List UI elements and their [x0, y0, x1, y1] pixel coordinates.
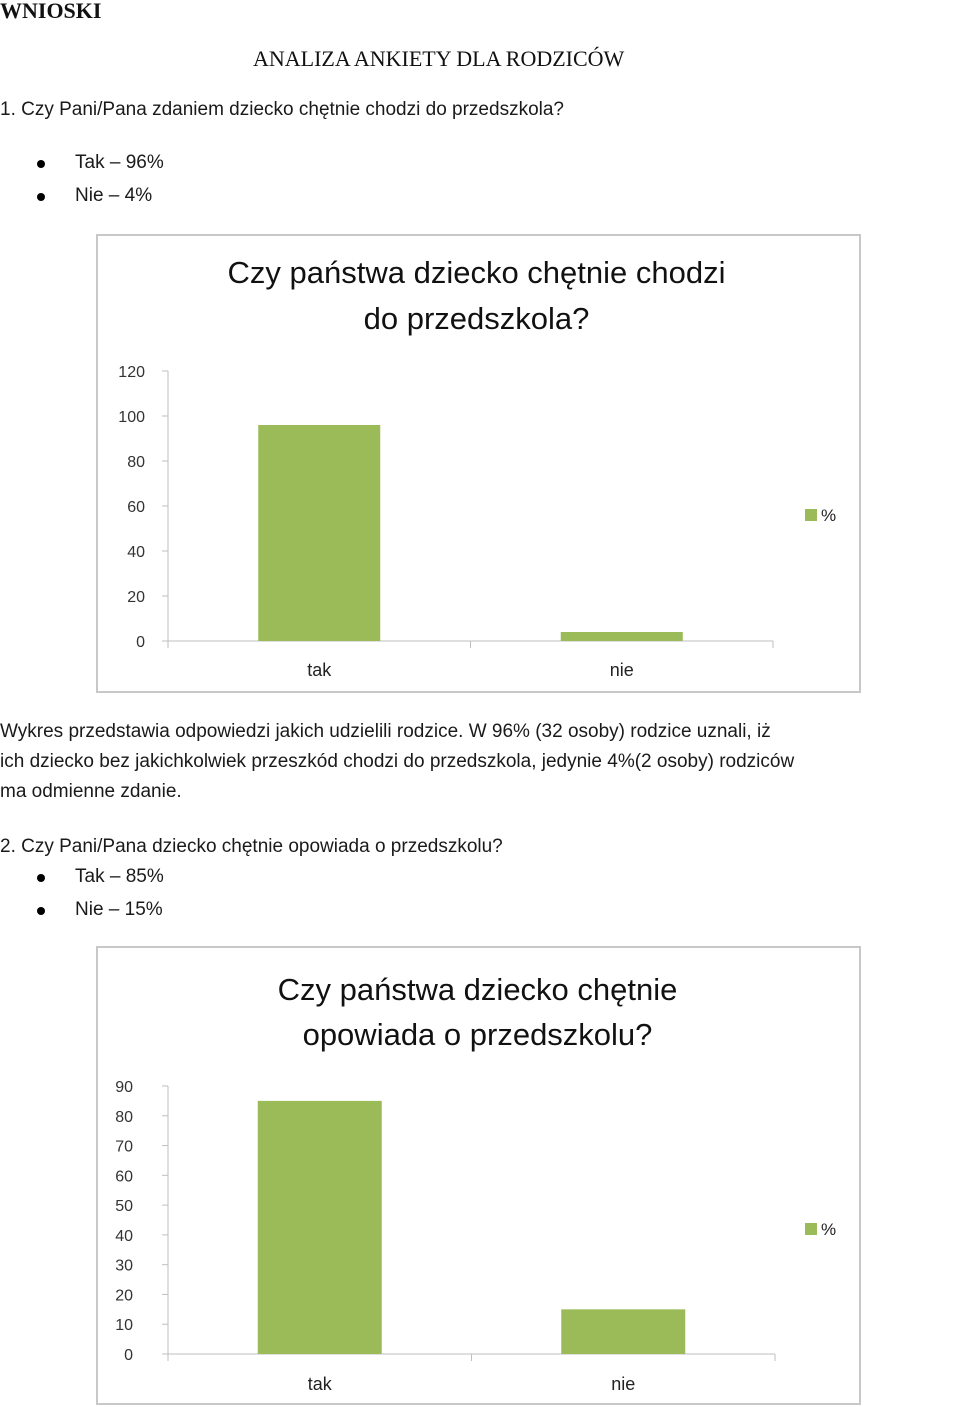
document-subtitle: ANALIZA ANKIETY DLA RODZICÓW — [253, 46, 625, 71]
chart-1-svg — [98, 236, 863, 695]
x-category-label: nie — [611, 1374, 636, 1394]
chart-title-line: opowiada o przedszkolu? — [302, 1017, 653, 1052]
answer-text: Tak – 96% — [75, 152, 164, 173]
y-tick-label: 100 — [118, 409, 145, 426]
bar-nie — [561, 632, 683, 641]
x-category-label: tak — [307, 1374, 332, 1394]
y-tick-label: 0 — [124, 1347, 133, 1364]
chart-2 — [96, 946, 861, 1405]
y-tick-label: 40 — [127, 544, 145, 561]
x-category-label: nie — [609, 660, 634, 680]
bar-tak — [258, 425, 380, 641]
answer-text: Tak – 85% — [75, 866, 164, 887]
legend-label: % — [821, 1220, 837, 1239]
y-tick-label: 40 — [115, 1227, 133, 1245]
chart-1 — [96, 234, 861, 693]
bar-nie — [561, 1309, 685, 1354]
legend-swatch — [805, 509, 817, 521]
answer-text: Nie – 4% — [75, 185, 153, 206]
bullet-icon — [37, 874, 45, 882]
question-1-description — [0, 717, 960, 807]
y-tick-label: 50 — [115, 1198, 133, 1216]
y-tick-label: 60 — [127, 499, 145, 516]
y-tick-label: 20 — [127, 589, 145, 606]
chart-title-line: Czy państwa dziecko chętnie chodzi — [227, 255, 726, 290]
chart-title-line: do przedszkola? — [363, 301, 590, 336]
bullet-icon — [37, 193, 45, 201]
y-tick-label: 120 — [118, 364, 145, 381]
y-tick-label: 10 — [115, 1317, 133, 1335]
chart-title-line: Czy państwa dziecko chętnie — [277, 972, 678, 1007]
description-line: ma odmienne zdanie. — [0, 781, 182, 802]
chart-2-svg — [98, 948, 863, 1407]
question-1-text: 1. Czy Pani/Pana zdaniem dziecko chętnie chodzi do przedszkola? — [0, 99, 564, 120]
y-tick-label: 90 — [115, 1079, 133, 1096]
y-tick-label: 30 — [115, 1257, 133, 1275]
description-line: ich dziecko bez jakichkolwiek przeszkód chodzi do przedszkola, jedynie 4%(2 osoby) rodziców — [0, 751, 795, 772]
legend-swatch — [805, 1223, 817, 1235]
bullet-icon — [37, 907, 45, 915]
answer-text: Nie – 15% — [75, 899, 163, 920]
bar-tak — [258, 1101, 382, 1354]
y-tick-label: 80 — [127, 454, 145, 471]
legend-label: % — [821, 506, 837, 525]
y-tick-label: 20 — [115, 1287, 133, 1305]
y-tick-label: 70 — [115, 1138, 133, 1156]
bullet-icon — [37, 160, 45, 168]
y-tick-label: 80 — [115, 1108, 133, 1126]
y-tick-label: 60 — [115, 1168, 133, 1186]
x-category-label: tak — [307, 660, 332, 680]
document-heading: WNIOSKI — [0, 0, 102, 23]
y-tick-label: 0 — [136, 634, 145, 651]
description-line: Wykres przedstawia odpowiedzi jakich udzielili rodzice. W 96% (32 osoby) rodzice uznali, iż — [0, 721, 771, 742]
question-2-text: 2. Czy Pani/Pana dziecko chętnie opowiada o przedszkolu? — [0, 836, 503, 857]
